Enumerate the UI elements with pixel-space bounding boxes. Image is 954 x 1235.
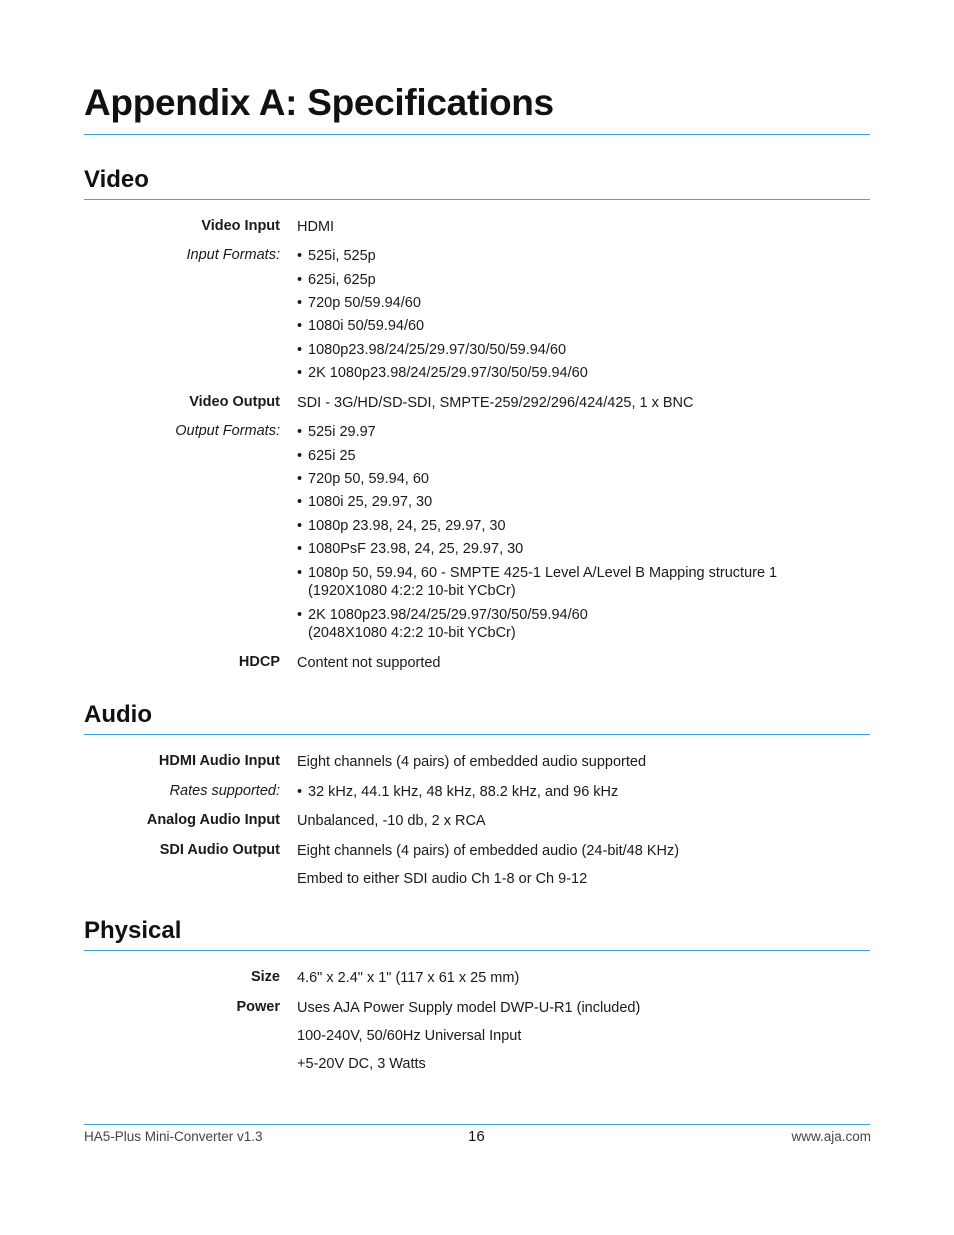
spec-label-analog-audio-input: Analog Audio Input bbox=[146, 812, 280, 828]
footer-rule bbox=[84, 1124, 870, 1125]
spec-label-rates-supported: Rates supported: bbox=[169, 783, 280, 799]
spec-label-output-formats: Output Formats: bbox=[175, 423, 280, 439]
spec-label-sdi-audio-output: SDI Audio Output bbox=[159, 842, 280, 858]
section-rule-audio bbox=[84, 734, 870, 735]
spec-value-size: 4.6" x 2.4" x 1" (117 x 61 x 25 mm) bbox=[297, 970, 520, 986]
section-heading-video: Video bbox=[84, 166, 149, 193]
spec-label-power: Power bbox=[236, 999, 280, 1015]
section-rule-video bbox=[84, 199, 870, 200]
spec-value-hdmi-audio-input: Eight channels (4 pairs) of embedded audio supported bbox=[297, 754, 647, 770]
spec-label-input-formats: Input Formats: bbox=[186, 247, 280, 263]
section-heading-physical: Physical bbox=[84, 917, 182, 944]
spec-value-video-output: SDI - 3G/HD/SD-SDI, SMPTE-259/292/296/424/425, 1 x BNC bbox=[297, 395, 694, 411]
spec-value-sdi-audio-output: Eight channels (4 pairs) of embedded audio (24-bit/48 KHz) bbox=[297, 843, 680, 859]
spec-label-video-output: Video Output bbox=[189, 394, 280, 410]
footer-website: www.aja.com bbox=[791, 1129, 871, 1144]
spec-value-power-input: 100-240V, 50/60Hz Universal Input bbox=[297, 1028, 522, 1044]
spec-label-video-input: Video Input bbox=[201, 218, 280, 234]
spec-label-hdcp: HDCP bbox=[238, 654, 280, 670]
spec-label-size: Size bbox=[250, 969, 280, 985]
spec-value-sdi-audio-output-embed: Embed to either SDI audio Ch 1-8 or Ch 9-12 bbox=[297, 871, 588, 887]
section-heading-audio: Audio bbox=[84, 701, 152, 728]
page-title: Appendix A: Specifications bbox=[84, 82, 554, 123]
section-rule-physical bbox=[84, 950, 870, 951]
spec-value-video-input: HDMI bbox=[297, 219, 335, 235]
footer-page-number: 16 bbox=[468, 1128, 485, 1145]
title-rule bbox=[84, 134, 870, 135]
spec-value-hdcp: Content not supported bbox=[297, 655, 441, 671]
footer-document-title: HA5-Plus Mini-Converter v1.3 bbox=[84, 1129, 263, 1144]
spec-value-power-supply: Uses AJA Power Supply model DWP-U-R1 (included) bbox=[297, 1000, 641, 1016]
spec-label-hdmi-audio-input: HDMI Audio Input bbox=[158, 753, 280, 769]
spec-value-analog-audio-input: Unbalanced, -10 db, 2 x RCA bbox=[297, 813, 486, 829]
spec-value-power-output: +5-20V DC, 3 Watts bbox=[297, 1056, 426, 1072]
